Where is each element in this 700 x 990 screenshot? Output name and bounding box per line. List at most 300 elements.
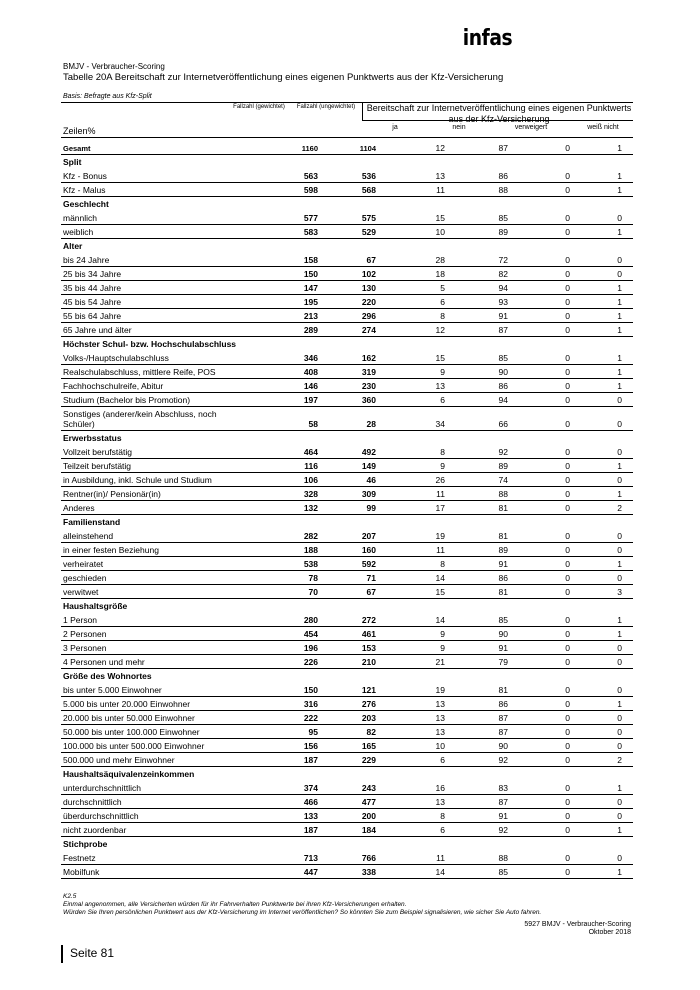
cell-fallzahl-gewichtet: 289 <box>303 325 318 335</box>
cell-verweigert: 0 <box>565 811 570 821</box>
section-header <box>61 598 633 612</box>
cell-nein: 88 <box>498 185 508 195</box>
cell-fallzahl-ungewichtet: 276 <box>361 699 376 709</box>
cell-nein: 79 <box>498 657 508 667</box>
cell-weiss-nicht: 0 <box>617 797 622 807</box>
table-row <box>61 140 633 155</box>
row-label: Rentner(in)/ Pensionär(in) <box>63 489 161 499</box>
cell-ja: 13 <box>435 713 445 723</box>
cell-fallzahl-ungewichtet: 67 <box>366 587 376 597</box>
table-row <box>61 808 633 823</box>
cell-ja: 13 <box>435 381 445 391</box>
cell-fallzahl-gewichtet: 454 <box>303 629 318 639</box>
cell-ja: 13 <box>435 797 445 807</box>
table-row <box>61 350 633 365</box>
row-label: Studium (Bachelor bis Promotion) <box>63 395 191 405</box>
cell-weiss-nicht: 0 <box>617 573 622 583</box>
section-header <box>61 238 633 252</box>
cell-weiss-nicht: 0 <box>617 395 622 405</box>
cell-fallzahl-gewichtet: 195 <box>303 297 318 307</box>
table-row <box>61 364 633 379</box>
row-label: Festnetz <box>63 853 96 863</box>
cell-nein: 82 <box>498 269 508 279</box>
cell-fallzahl-gewichtet: 146 <box>303 381 318 391</box>
cell-fallzahl-ungewichtet: 568 <box>361 185 376 195</box>
cell-fallzahl-ungewichtet: 99 <box>366 503 376 513</box>
table-row <box>61 252 633 267</box>
cell-ja: 11 <box>436 185 445 195</box>
table-row <box>61 472 633 487</box>
cell-ja: 14 <box>435 867 445 877</box>
cell-fallzahl-gewichtet: 150 <box>303 269 318 279</box>
cell-verweigert: 0 <box>565 825 570 835</box>
cell-fallzahl-gewichtet: 187 <box>303 755 318 765</box>
section-header <box>61 430 633 444</box>
section-header <box>61 514 633 528</box>
row-label: Erwerbsstatus <box>63 433 122 443</box>
cell-ja: 17 <box>435 503 445 513</box>
col-header-weiss-nicht: weiß nicht <box>587 124 619 131</box>
cell-fallzahl-gewichtet: 408 <box>303 367 318 377</box>
cell-fallzahl-gewichtet: 374 <box>303 783 318 793</box>
cell-verweigert: 0 <box>565 213 570 223</box>
row-label: durchschnittlich <box>63 797 122 807</box>
table-row <box>61 696 633 711</box>
cell-fallzahl-ungewichtet: 360 <box>361 395 376 405</box>
cell-weiss-nicht: 0 <box>617 741 622 751</box>
cell-verweigert: 0 <box>565 741 570 751</box>
cell-weiss-nicht: 1 <box>617 143 622 153</box>
cell-weiss-nicht: 1 <box>617 867 622 877</box>
row-label: 5.000 bis unter 20.000 Einwohner <box>63 699 191 709</box>
cell-weiss-nicht: 1 <box>617 283 622 293</box>
cell-weiss-nicht: 1 <box>617 489 622 499</box>
row-label: bis unter 5.000 Einwohner <box>63 685 162 695</box>
table-row <box>61 850 633 865</box>
cell-weiss-nicht: 1 <box>617 353 622 363</box>
page-number: Seite 81 <box>70 946 115 960</box>
cell-nein: 81 <box>498 685 508 695</box>
row-label: geschieden <box>63 573 107 583</box>
cell-weiss-nicht: 1 <box>617 825 622 835</box>
cell-weiss-nicht: 0 <box>617 685 622 695</box>
cell-fallzahl-gewichtet: 328 <box>303 489 318 499</box>
col-header-fallzahl-ungewichtet: Fallzahl (ungewichtet) <box>296 104 356 110</box>
cell-nein: 92 <box>498 825 508 835</box>
cell-ja: 21 <box>435 657 445 667</box>
cell-fallzahl-ungewichtet: 162 <box>361 353 376 363</box>
cell-ja: 9 <box>440 367 445 377</box>
cell-fallzahl-gewichtet: 316 <box>303 699 318 709</box>
section-header <box>61 336 633 350</box>
table-row <box>61 626 633 641</box>
cell-nein: 72 <box>498 255 508 265</box>
cell-verweigert: 0 <box>565 367 570 377</box>
cell-fallzahl-ungewichtet: 766 <box>361 853 376 863</box>
table-row <box>61 444 633 459</box>
cell-fallzahl-ungewichtet: 492 <box>361 447 376 457</box>
row-label: 55 bis 64 Jahre <box>63 311 122 321</box>
table-row <box>61 612 633 627</box>
table-row <box>61 682 633 697</box>
cell-weiss-nicht: 0 <box>617 811 622 821</box>
cell-weiss-nicht: 2 <box>617 755 622 765</box>
cell-fallzahl-ungewichtet: 28 <box>366 419 376 429</box>
cell-verweigert: 0 <box>565 489 570 499</box>
zeilen-label: Zeilen% <box>63 126 96 136</box>
row-label: Haushaltsgröße <box>63 601 128 611</box>
table-row <box>61 542 633 557</box>
cell-weiss-nicht: 0 <box>617 255 622 265</box>
cell-verweigert: 0 <box>565 311 570 321</box>
cell-ja: 8 <box>440 311 445 321</box>
table-row <box>61 406 633 431</box>
cell-nein: 87 <box>498 713 508 723</box>
cell-ja: 12 <box>435 325 445 335</box>
cell-ja: 16 <box>435 783 445 793</box>
row-label: 1 Person <box>63 615 98 625</box>
row-label: 50.000 bis unter 100.000 Einwohner <box>63 727 200 737</box>
cell-weiss-nicht: 1 <box>617 185 622 195</box>
cell-nein: 94 <box>498 283 508 293</box>
section-header <box>61 154 633 168</box>
cell-fallzahl-gewichtet: 1160 <box>301 144 318 153</box>
cell-fallzahl-ungewichtet: 153 <box>361 643 376 653</box>
table-row <box>61 864 633 879</box>
cell-fallzahl-gewichtet: 464 <box>303 447 318 457</box>
cell-weiss-nicht: 0 <box>617 475 622 485</box>
table-row <box>61 752 633 767</box>
cell-fallzahl-ungewichtet: 220 <box>361 297 376 307</box>
header-bottom-rule <box>61 137 633 138</box>
cell-fallzahl-ungewichtet: 160 <box>361 545 376 555</box>
table-row <box>61 182 633 197</box>
row-label: alleinstehend <box>63 531 114 541</box>
cell-verweigert: 0 <box>565 185 570 195</box>
cell-nein: 85 <box>498 615 508 625</box>
cell-verweigert: 0 <box>565 269 570 279</box>
row-label: Stichprobe <box>63 839 108 849</box>
row-label: 3 Personen <box>63 643 107 653</box>
cell-ja: 13 <box>435 699 445 709</box>
cell-fallzahl-ungewichtet: 309 <box>361 489 376 499</box>
cell-nein: 91 <box>498 811 508 821</box>
row-label: in Ausbildung, inkl. Schule und Studium <box>63 475 212 485</box>
cell-weiss-nicht: 2 <box>617 503 622 513</box>
row-label: 4 Personen und mehr <box>63 657 145 667</box>
cell-weiss-nicht: 1 <box>617 783 622 793</box>
table-row <box>61 640 633 655</box>
row-label: 35 bis 44 Jahre <box>63 283 122 293</box>
row-label: Geschlecht <box>63 199 109 209</box>
cell-weiss-nicht: 0 <box>617 643 622 653</box>
table-row <box>61 570 633 585</box>
cell-fallzahl-ungewichtet: 210 <box>361 657 376 667</box>
cell-weiss-nicht: 0 <box>617 853 622 863</box>
cell-ja: 19 <box>435 531 445 541</box>
cell-verweigert: 0 <box>565 545 570 555</box>
cell-fallzahl-gewichtet: 95 <box>308 727 318 737</box>
cell-verweigert: 0 <box>565 447 570 457</box>
cell-weiss-nicht: 0 <box>617 657 622 667</box>
row-label: männlich <box>63 213 98 223</box>
cell-fallzahl-ungewichtet: 338 <box>361 867 376 877</box>
cell-verweigert: 0 <box>565 171 570 181</box>
cell-nein: 91 <box>498 559 508 569</box>
cell-nein: 86 <box>498 573 508 583</box>
footnote-code: K2.5 <box>63 893 77 900</box>
page-marker-bar <box>61 945 63 963</box>
section-header <box>61 766 633 780</box>
cell-ja: 6 <box>440 755 445 765</box>
cell-verweigert: 0 <box>565 475 570 485</box>
row-label: Sonstiges (anderer/kein Abschluss, noch Schüler) <box>63 409 217 429</box>
table-row <box>61 780 633 795</box>
row-label: 25 bis 34 Jahre <box>63 269 122 279</box>
cell-fallzahl-ungewichtet: 536 <box>361 171 376 181</box>
cell-nein: 86 <box>498 381 508 391</box>
cell-nein: 89 <box>498 545 508 555</box>
cell-fallzahl-ungewichtet: 165 <box>361 741 376 751</box>
cell-fallzahl-ungewichtet: 207 <box>361 531 376 541</box>
cell-nein: 89 <box>498 461 508 471</box>
cell-weiss-nicht: 1 <box>617 297 622 307</box>
cell-ja: 8 <box>440 559 445 569</box>
cell-verweigert: 0 <box>565 283 570 293</box>
cell-fallzahl-ungewichtet: 529 <box>361 227 376 237</box>
row-label: Anderes <box>63 503 95 513</box>
table-row <box>61 724 633 739</box>
cell-verweigert: 0 <box>565 587 570 597</box>
footnote-line-2: Würden Sie Ihren persönlichen Punktwert aus der Kfz-Versicherung im Internet veröffentlichen? So könnten Sie zum Beispiel signalisieren, wie sicher Sie Auto fahren. <box>63 909 542 916</box>
row-label: Alter <box>63 241 83 251</box>
cell-nein: 87 <box>498 727 508 737</box>
col-header-fallzahl-gewichtet: Fallzahl (gewichtet) <box>233 104 285 110</box>
row-label: Familienstand <box>63 517 121 527</box>
cell-ja: 5 <box>440 283 445 293</box>
cell-ja: 34 <box>435 419 445 429</box>
cell-fallzahl-gewichtet: 158 <box>303 255 318 265</box>
cell-weiss-nicht: 1 <box>617 311 622 321</box>
cell-weiss-nicht: 3 <box>617 587 622 597</box>
table-row <box>61 710 633 725</box>
cell-fallzahl-gewichtet: 213 <box>303 311 318 321</box>
cell-verweigert: 0 <box>565 615 570 625</box>
cell-fallzahl-gewichtet: 133 <box>303 811 318 821</box>
cell-verweigert: 0 <box>565 643 570 653</box>
cell-nein: 66 <box>498 419 508 429</box>
row-label: überdurchschnittlich <box>63 811 139 821</box>
cell-weiss-nicht: 0 <box>617 545 622 555</box>
basis-note: Basis: Befragte aus Kfz-Split <box>63 93 152 100</box>
cell-weiss-nicht: 0 <box>617 447 622 457</box>
table-row <box>61 224 633 239</box>
cell-fallzahl-ungewichtet: 243 <box>361 783 376 793</box>
cell-fallzahl-gewichtet: 447 <box>303 867 318 877</box>
header-divider <box>362 102 363 120</box>
cell-weiss-nicht: 0 <box>617 419 622 429</box>
header-underline <box>362 120 633 121</box>
cell-weiss-nicht: 1 <box>617 615 622 625</box>
row-label: Kfz - Malus <box>63 185 106 195</box>
table-row <box>61 210 633 225</box>
table-row <box>61 528 633 543</box>
row-label: Größe des Wohnortes <box>63 671 152 681</box>
cell-fallzahl-gewichtet: 147 <box>303 283 318 293</box>
section-header <box>61 196 633 210</box>
cell-weiss-nicht: 1 <box>617 325 622 335</box>
cell-fallzahl-gewichtet: 116 <box>304 461 318 471</box>
cell-ja: 8 <box>440 811 445 821</box>
cell-verweigert: 0 <box>565 559 570 569</box>
cell-ja: 13 <box>435 171 445 181</box>
cell-nein: 81 <box>498 503 508 513</box>
cell-nein: 89 <box>498 227 508 237</box>
cell-verweigert: 0 <box>565 297 570 307</box>
cell-fallzahl-ungewichtet: 230 <box>361 381 376 391</box>
cell-weiss-nicht: 1 <box>617 171 622 181</box>
table-row <box>61 294 633 309</box>
cell-fallzahl-ungewichtet: 102 <box>361 269 376 279</box>
cell-fallzahl-ungewichtet: 319 <box>361 367 376 377</box>
cell-fallzahl-ungewichtet: 272 <box>361 615 376 625</box>
row-label: nicht zuordenbar <box>63 825 127 835</box>
row-label: Gesamt <box>63 144 91 153</box>
cell-nein: 87 <box>498 325 508 335</box>
row-label: unterdurchschnittlich <box>63 783 141 793</box>
cell-fallzahl-ungewichtet: 46 <box>366 475 376 485</box>
cell-nein: 83 <box>498 783 508 793</box>
cell-fallzahl-gewichtet: 226 <box>303 657 318 667</box>
table-row <box>61 822 633 837</box>
cell-weiss-nicht: 1 <box>617 227 622 237</box>
cell-nein: 92 <box>498 755 508 765</box>
cell-ja: 11 <box>436 489 445 499</box>
cell-ja: 15 <box>435 213 445 223</box>
cell-nein: 90 <box>498 741 508 751</box>
cell-fallzahl-ungewichtet: 82 <box>366 727 376 737</box>
cell-fallzahl-gewichtet: 196 <box>303 643 318 653</box>
cell-weiss-nicht: 0 <box>617 213 622 223</box>
cell-nein: 81 <box>498 587 508 597</box>
cell-weiss-nicht: 0 <box>617 727 622 737</box>
cell-weiss-nicht: 0 <box>617 531 622 541</box>
row-label: Realschulabschluss, mittlere Reife, POS <box>63 367 216 377</box>
table-row <box>61 654 633 669</box>
cell-weiss-nicht: 1 <box>617 367 622 377</box>
cell-fallzahl-ungewichtet: 184 <box>361 825 376 835</box>
cell-ja: 9 <box>440 643 445 653</box>
cell-verweigert: 0 <box>565 143 570 153</box>
cell-fallzahl-gewichtet: 70 <box>308 587 318 597</box>
cell-fallzahl-gewichtet: 466 <box>303 797 318 807</box>
row-label: in einer festen Beziehung <box>63 545 159 555</box>
cell-fallzahl-ungewichtet: 274 <box>361 325 376 335</box>
cell-ja: 6 <box>440 297 445 307</box>
cell-ja: 6 <box>440 395 445 405</box>
cell-ja: 28 <box>435 255 445 265</box>
infas-logo: infas <box>462 26 512 51</box>
cell-fallzahl-ungewichtet: 121 <box>361 685 376 695</box>
cell-nein: 86 <box>498 699 508 709</box>
row-label: Mobilfunk <box>63 867 100 877</box>
cell-fallzahl-gewichtet: 282 <box>303 531 318 541</box>
cell-fallzahl-ungewichtet: 67 <box>366 255 376 265</box>
cell-fallzahl-gewichtet: 713 <box>303 853 318 863</box>
cell-fallzahl-gewichtet: 538 <box>303 559 318 569</box>
row-label: bis 24 Jahre <box>63 255 110 265</box>
cell-fallzahl-gewichtet: 222 <box>303 713 318 723</box>
cell-verweigert: 0 <box>565 531 570 541</box>
row-label: Fachhochschulreife, Abitur <box>63 381 164 391</box>
footnote-line-1: Einmal angenommen, alle Versicherten würden für ihr Fahrverhalten Punktwerte bei ihren Kfz-Versicherungen erhalten. <box>63 901 407 908</box>
cell-verweigert: 0 <box>565 713 570 723</box>
cell-fallzahl-gewichtet: 577 <box>303 213 318 223</box>
cell-nein: 91 <box>498 643 508 653</box>
cell-fallzahl-gewichtet: 106 <box>303 475 318 485</box>
row-label: Split <box>63 157 82 167</box>
table-row <box>61 168 633 183</box>
cell-nein: 92 <box>498 447 508 457</box>
cell-nein: 81 <box>498 531 508 541</box>
row-label: 500.000 und mehr Einwohner <box>63 755 175 765</box>
cell-fallzahl-ungewichtet: 229 <box>361 755 376 765</box>
table-row <box>61 378 633 393</box>
cell-verweigert: 0 <box>565 629 570 639</box>
col-header-verweigert: verweigert <box>514 124 548 131</box>
cell-fallzahl-ungewichtet: 130 <box>361 283 376 293</box>
table-row <box>61 280 633 295</box>
cell-nein: 85 <box>498 867 508 877</box>
cell-fallzahl-ungewichtet: 200 <box>361 811 376 821</box>
row-label: Vollzeit berufstätig <box>63 447 132 457</box>
table-row <box>61 486 633 501</box>
cell-verweigert: 0 <box>565 381 570 391</box>
cell-nein: 93 <box>498 297 508 307</box>
cell-fallzahl-gewichtet: 156 <box>303 741 318 751</box>
col-header-bereitschaft: Bereitschaft zur Internetveröffentlichung eines eigenen Punktwerts aus der Kfz-Versicherung <box>366 103 632 124</box>
cell-verweigert: 0 <box>565 395 570 405</box>
cell-verweigert: 0 <box>565 727 570 737</box>
cell-nein: 74 <box>498 475 508 485</box>
cell-nein: 90 <box>498 629 508 639</box>
cell-fallzahl-gewichtet: 346 <box>303 353 318 363</box>
table-row <box>61 584 633 599</box>
cell-ja: 10 <box>435 227 445 237</box>
table-row <box>61 556 633 571</box>
cell-fallzahl-ungewichtet: 149 <box>361 461 376 471</box>
row-label: verwitwet <box>63 587 99 597</box>
cell-verweigert: 0 <box>565 461 570 471</box>
cell-nein: 88 <box>498 489 508 499</box>
cell-verweigert: 0 <box>565 797 570 807</box>
row-label: 2 Personen <box>63 629 107 639</box>
row-label: Kfz - Bonus <box>63 171 107 181</box>
cell-ja: 9 <box>440 629 445 639</box>
cell-ja: 10 <box>435 741 445 751</box>
cell-fallzahl-gewichtet: 280 <box>303 615 318 625</box>
col-header-nein: nein <box>452 124 466 131</box>
cell-ja: 8 <box>440 447 445 457</box>
table-row <box>61 458 633 473</box>
cell-ja: 11 <box>436 853 445 863</box>
table-row <box>61 500 633 515</box>
cell-fallzahl-gewichtet: 150 <box>303 685 318 695</box>
row-label: weiblich <box>63 227 94 237</box>
cell-fallzahl-gewichtet: 197 <box>303 395 318 405</box>
cell-fallzahl-gewichtet: 563 <box>303 171 318 181</box>
cell-weiss-nicht: 0 <box>617 269 622 279</box>
